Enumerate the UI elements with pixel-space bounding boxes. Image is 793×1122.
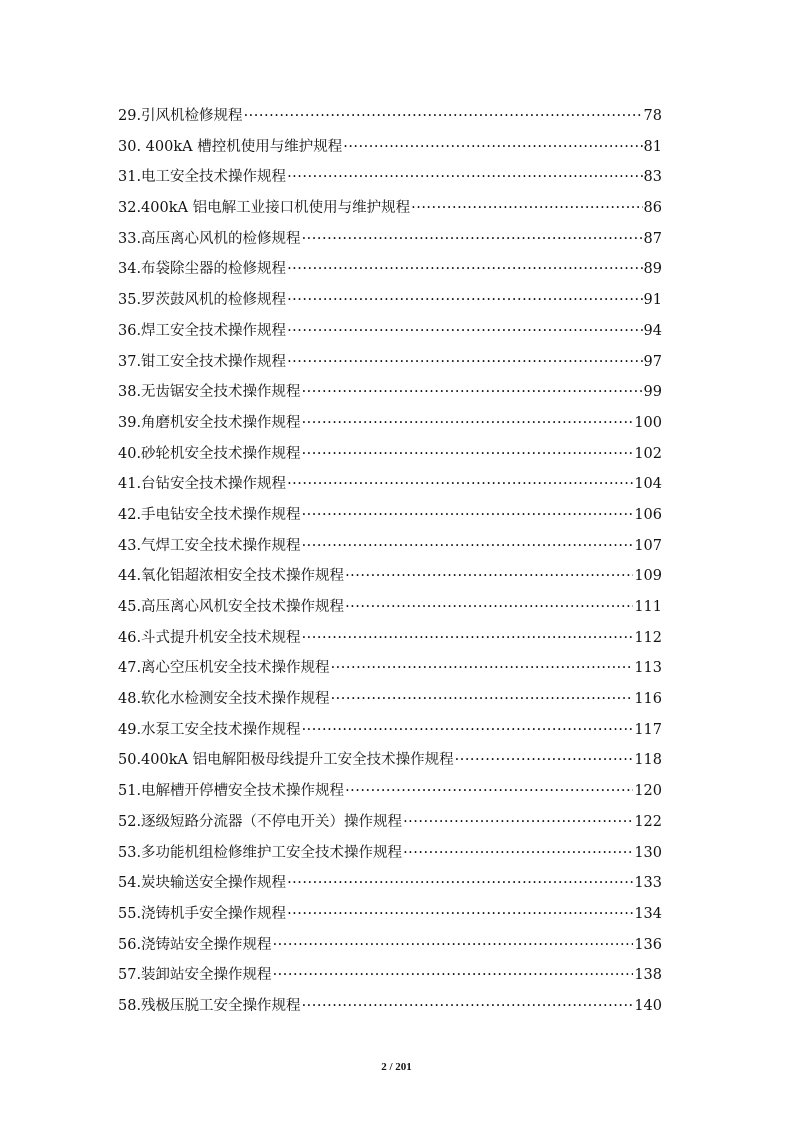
dot-leader <box>302 538 634 554</box>
toc-entry-page: 99 <box>643 384 662 401</box>
toc-entry[interactable] <box>118 564 662 595</box>
toc-entry[interactable] <box>118 257 662 288</box>
toc-entry[interactable] <box>118 288 662 319</box>
dot-leader <box>287 875 633 891</box>
toc-entry-page: 106 <box>634 506 662 523</box>
toc-entry-page: 83 <box>643 169 662 186</box>
toc-entry[interactable] <box>118 933 662 964</box>
dot-leader <box>345 599 633 615</box>
toc-entry[interactable] <box>118 350 662 381</box>
toc-entry-title: 32.400kA 铝电解工业接口机使用与维护规程 <box>118 200 411 217</box>
dot-leader <box>403 845 633 861</box>
toc-entry-page: 111 <box>634 599 662 615</box>
dot-leader <box>455 752 634 768</box>
dot-leader <box>273 967 634 983</box>
toc-entry-title: 38.无齿锯安全技术操作规程 <box>118 384 301 401</box>
toc-entry-title: 36.焊工安全技术操作规程 <box>118 322 287 339</box>
toc-entry-page: 118 <box>634 752 662 769</box>
toc-entry-page: 100 <box>634 414 662 431</box>
toc-entry-title: 57.装卸站安全操作规程 <box>118 967 272 984</box>
toc-entry-title: 52.逐级短路分流器（不停电开关）操作规程 <box>118 813 403 830</box>
toc-entry[interactable] <box>118 503 662 534</box>
toc-entry-title: 31.电工安全技术操作规程 <box>118 169 287 186</box>
toc-entry[interactable] <box>118 626 662 657</box>
dot-leader <box>287 169 642 185</box>
dot-leader <box>287 476 633 492</box>
toc-entry[interactable] <box>118 779 662 810</box>
toc-entry-title: 50.400kA 铝电解阳极母线提升工安全技术操作规程 <box>118 752 454 769</box>
toc-entry-title: 54.炭块输送安全操作规程 <box>118 875 287 892</box>
toc-entry[interactable] <box>118 810 662 841</box>
toc-entry-title: 58.残极压脱工安全操作规程 <box>118 997 301 1014</box>
dot-leader <box>302 507 634 523</box>
toc-entry-title: 37.钳工安全技术操作规程 <box>118 353 287 370</box>
toc-entry-page: 116 <box>634 691 662 708</box>
toc-entry-page: 102 <box>634 445 662 462</box>
toc-entry-title: 39.角磨机安全技术操作规程 <box>118 414 301 431</box>
toc-entry-page: 130 <box>634 844 662 861</box>
toc-entry[interactable] <box>118 718 662 749</box>
dot-leader <box>302 231 643 247</box>
toc-entry[interactable] <box>118 319 662 350</box>
dot-leader <box>287 906 633 922</box>
toc-entry-page: 91 <box>643 292 662 309</box>
dot-leader <box>287 292 642 308</box>
toc-entry[interactable] <box>118 165 662 196</box>
dot-leader <box>302 630 634 646</box>
toc-entry-title: 30. 400kA 槽控机使用与维护规程 <box>118 138 343 155</box>
toc-entry[interactable] <box>118 963 662 994</box>
toc-entry[interactable] <box>118 841 662 872</box>
dot-leader <box>345 568 633 584</box>
dot-leader <box>403 814 633 830</box>
toc-entry-page: 140 <box>634 997 662 1014</box>
toc-entry[interactable] <box>118 196 662 227</box>
toc-entry-title: 45.高压离心风机安全技术操作规程 <box>118 599 345 615</box>
toc-entry[interactable] <box>118 380 662 411</box>
toc-entry-title: 48.软化水检测安全技术操作规程 <box>118 691 330 708</box>
toc-entry[interactable] <box>118 748 662 779</box>
toc-entry[interactable] <box>118 104 662 135</box>
toc-entry-title: 47.离心空压机安全技术操作规程 <box>118 660 330 677</box>
toc-entry-page: 138 <box>634 967 662 984</box>
toc-entry-title: 42.手电钻安全技术操作规程 <box>118 506 301 523</box>
toc-entry[interactable] <box>118 472 662 503</box>
toc-entry-title: 44.氧化铝超浓相安全技术操作规程 <box>118 568 345 585</box>
toc-entry-page: 109 <box>634 568 662 585</box>
toc-entry-page: 117 <box>634 721 662 738</box>
toc-entry-page: 87 <box>643 230 662 247</box>
toc-entry-page: 112 <box>634 629 662 646</box>
dot-leader <box>345 783 633 799</box>
toc-entry-title: 51.电解槽开停槽安全技术操作规程 <box>118 783 345 800</box>
page-number: 2 / 201 <box>381 1061 412 1073</box>
toc-entry-page: 133 <box>634 875 662 892</box>
toc-entry[interactable] <box>118 135 662 166</box>
dot-leader <box>302 415 634 431</box>
toc-entry-title: 34.布袋除尘器的检修规程 <box>118 261 287 278</box>
toc-entry-page: 97 <box>643 353 662 370</box>
dot-leader <box>302 998 634 1014</box>
toc-entry-page: 122 <box>634 813 662 830</box>
toc-entry-title: 29.引风机检修规程 <box>118 108 243 124</box>
dot-leader <box>287 354 642 370</box>
toc-entry[interactable] <box>118 871 662 902</box>
toc-entry-title: 43.气焊工安全技术操作规程 <box>118 537 301 554</box>
dot-leader <box>302 384 643 400</box>
toc-entry-page: 86 <box>643 200 662 217</box>
dot-leader <box>331 691 634 707</box>
toc-entry[interactable] <box>118 442 662 473</box>
toc-entry[interactable] <box>118 227 662 258</box>
toc-entry[interactable] <box>118 687 662 718</box>
toc-entry-page: 78 <box>643 108 662 124</box>
dot-leader <box>302 722 634 738</box>
toc-entry-page: 104 <box>634 476 662 493</box>
toc-entry-title: 53.多功能机组检修维护工安全技术操作规程 <box>118 844 403 861</box>
toc-entry-page: 89 <box>643 261 662 278</box>
toc-entry[interactable] <box>118 595 662 626</box>
toc-entry[interactable] <box>118 902 662 933</box>
toc-entry[interactable] <box>118 994 662 1025</box>
dot-leader <box>273 937 634 953</box>
toc-entry-page: 81 <box>643 138 662 155</box>
toc-entry-page: 113 <box>634 660 662 677</box>
dot-leader <box>287 323 642 339</box>
toc-entry-title: 49.水泵工安全技术操作规程 <box>118 721 301 738</box>
dot-leader <box>411 200 642 216</box>
toc-entry-title: 55.浇铸机手安全操作规程 <box>118 905 287 922</box>
toc-entry-page: 136 <box>634 936 662 953</box>
toc-entry-page: 107 <box>634 537 662 554</box>
toc-entry-title: 35.罗茨鼓风机的检修规程 <box>118 292 287 309</box>
table-of-contents <box>118 104 662 1025</box>
toc-entry-page: 94 <box>643 322 662 339</box>
toc-entry[interactable] <box>118 534 662 565</box>
toc-entry-title: 33.高压离心风机的检修规程 <box>118 230 301 247</box>
toc-entry-title: 41.台钻安全技术操作规程 <box>118 476 287 493</box>
toc-entry-page: 120 <box>634 783 662 800</box>
dot-leader <box>244 108 643 124</box>
dot-leader <box>287 261 642 277</box>
toc-entry[interactable] <box>118 656 662 687</box>
toc-entry-title: 40.砂轮机安全技术操作规程 <box>118 445 301 462</box>
toc-entry[interactable] <box>118 411 662 442</box>
toc-entry-title: 46.斗式提升机安全技术规程 <box>118 629 301 646</box>
toc-entry-title: 56.浇铸站安全操作规程 <box>118 936 272 953</box>
toc-entry-page: 134 <box>634 905 662 922</box>
dot-leader <box>331 660 634 676</box>
dot-leader <box>343 139 642 155</box>
dot-leader <box>302 446 634 462</box>
